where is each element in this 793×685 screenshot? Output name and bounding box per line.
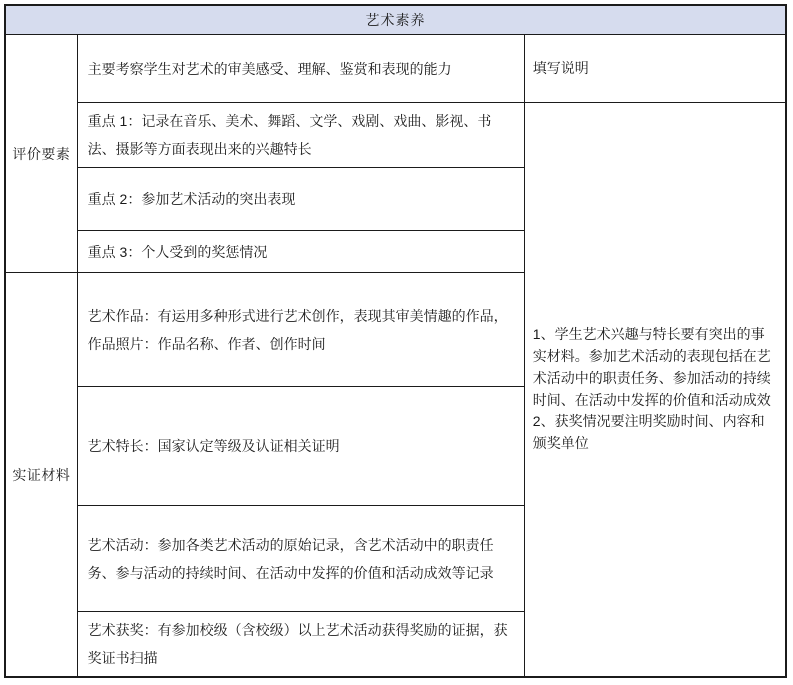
- key-point-3: 重点 3：个人受到的奖惩情况: [77, 231, 524, 273]
- table-header-row: [5, 5, 786, 35]
- fill-instructions-notes: 1、学生艺术兴趣与特长要有突出的事实材料。参加艺术活动的表现包括在艺术活动中的职责任务、参加活动的持续时间、在活动中发挥的价值和活动成效 2、获奖情况要注明奖励时间、内容和颁奖单位: [524, 103, 786, 678]
- art-literacy-table: [4, 4, 787, 678]
- evaluation-elements-label: 评价要素: [5, 35, 77, 273]
- evaluation-overview: 主要考察学生对艺术的审美感受、理解、鉴赏和表现的能力: [77, 35, 524, 103]
- table-title: 艺术素养: [5, 5, 786, 35]
- evidence-art-awards: 艺术获奖：有参加校级（含校级）以上艺术活动获得奖励的证据，获奖证书扫描: [77, 612, 524, 678]
- evidence-materials-label: 实证材料: [5, 273, 77, 678]
- table-row: [5, 103, 786, 168]
- key-point-1: 重点 1：记录在音乐、美术、舞蹈、文学、戏剧、戏曲、影视、书法、摄影等方面表现出来的兴趣特长: [77, 103, 524, 168]
- evidence-artworks: 艺术作品：有运用多种形式进行艺术创作，表现其审美情趣的作品，作品照片：作品名称、作者、创作时间: [77, 273, 524, 387]
- evidence-art-activities: 艺术活动：参加各类艺术活动的原始记录，含艺术活动中的职责任务、参与活动的持续时间、在活动中发挥的价值和活动成效等记录: [77, 506, 524, 612]
- table-row: [5, 35, 786, 103]
- fill-instructions-header: 填写说明: [524, 35, 786, 103]
- evidence-art-specialty: 艺术特长：国家认定等级及认证相关证明: [77, 387, 524, 506]
- key-point-2: 重点 2：参加艺术活动的突出表现: [77, 168, 524, 231]
